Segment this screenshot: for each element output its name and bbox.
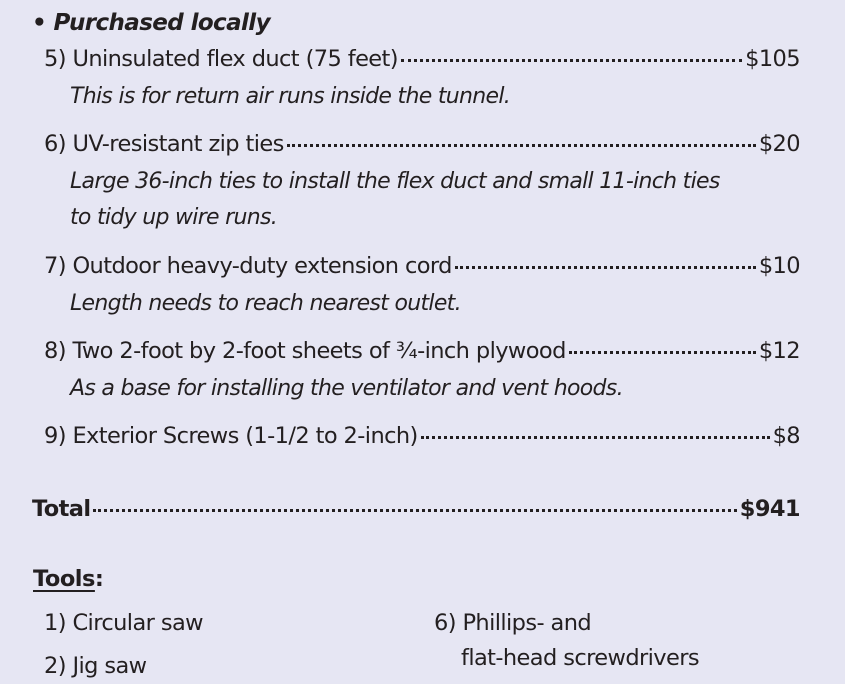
- tool-item: 2) Jig saw: [44, 653, 147, 679]
- item-price: $12: [758, 338, 800, 364]
- dot-leader: [455, 266, 756, 269]
- tools-title: Tools: [33, 566, 95, 592]
- item-note: Large 36-inch ties to install the flex duct and small 11-inch ties: [70, 169, 720, 194]
- list-item: [44, 423, 800, 449]
- total-price: $941: [739, 496, 800, 522]
- item-price: $8: [772, 423, 800, 449]
- tool-item: 1) Circular saw: [44, 610, 203, 636]
- dot-leader: [421, 436, 770, 439]
- tools-colon: :: [94, 566, 104, 592]
- total-row: [32, 496, 800, 522]
- item-label: 9) Exterior Screws (1-1/2 to 2-inch): [44, 423, 418, 449]
- tool-item-continued: flat-head screwdrivers: [461, 645, 700, 671]
- item-note: to tidy up wire runs.: [70, 205, 278, 230]
- dot-leader: [401, 59, 742, 62]
- item-price: $10: [758, 253, 800, 279]
- dot-leader: [287, 144, 756, 147]
- tools-heading: [33, 566, 103, 592]
- item-label: 6) UV-resistant zip ties: [44, 131, 284, 157]
- tool-item: 6) Phillips- and: [434, 610, 592, 636]
- section-heading: [32, 10, 270, 36]
- dot-leader: [93, 509, 736, 512]
- list-item: [44, 131, 800, 157]
- bullet: •: [32, 10, 47, 36]
- item-label: 8) Two 2-foot by 2-foot sheets of ¾-inch plywood: [44, 338, 566, 364]
- item-note: Length needs to reach nearest outlet.: [70, 291, 461, 316]
- dot-leader: [569, 351, 756, 354]
- total-label: Total: [32, 496, 91, 522]
- item-price: $20: [758, 131, 800, 157]
- item-label: 5) Uninsulated flex duct (75 feet): [44, 46, 398, 72]
- section-title: Purchased locally: [53, 10, 270, 36]
- item-note: This is for return air runs inside the tunnel.: [70, 84, 511, 109]
- list-item: [44, 253, 800, 279]
- item-label: 7) Outdoor heavy-duty extension cord: [44, 253, 452, 279]
- list-item: [44, 46, 800, 72]
- list-item: [44, 338, 800, 364]
- item-price: $105: [745, 46, 800, 72]
- item-note: As a base for installing the ventilator and vent hoods.: [70, 376, 623, 401]
